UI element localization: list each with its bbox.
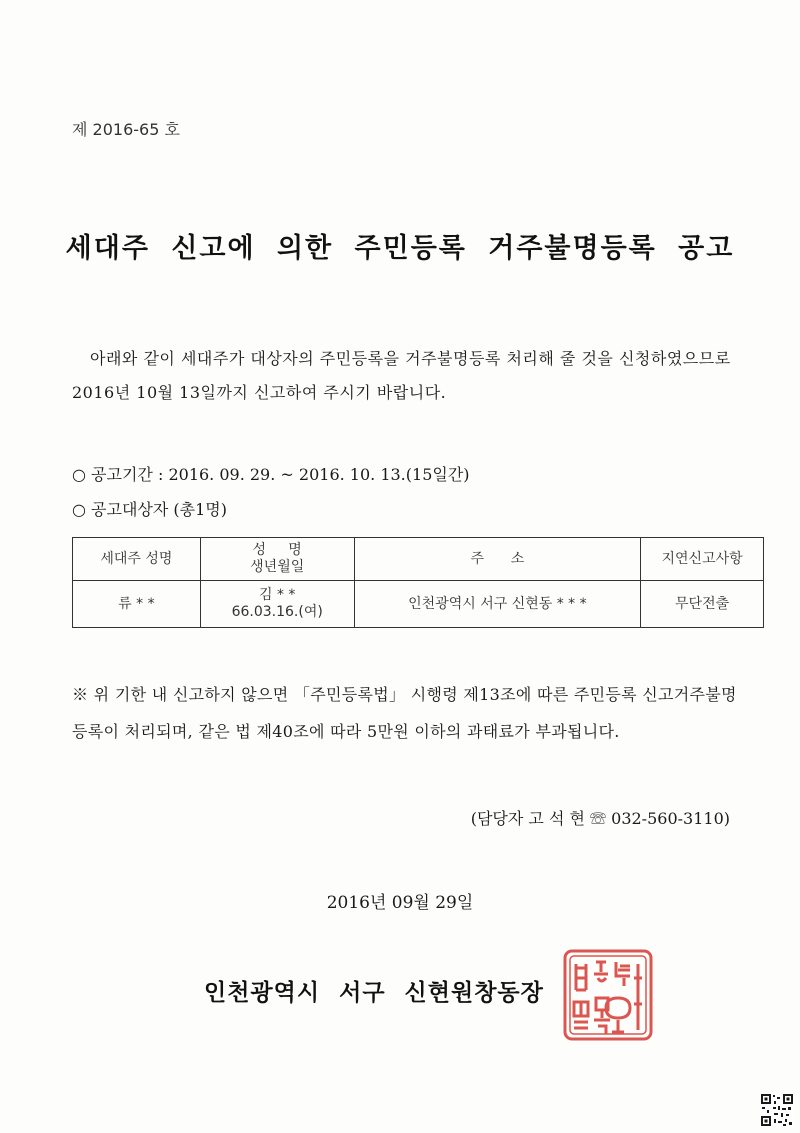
cell-name-birth: [200, 581, 354, 628]
document-title: 세대주 신고에 의한 주민등록 거주불명등록 공고: [65, 233, 735, 264]
header-name: 성 명: [252, 542, 302, 558]
table-row: [73, 581, 764, 628]
intro-paragraph: 아래와 같이 세대주가 대상자의 주민등록을 거주불명등록 처리해 줄 것을 신청하였으므로 2016년 10월 13일까지 신고하여 주시기 바랍니다.: [72, 349, 731, 402]
cell-name: 김 * *: [258, 587, 296, 603]
header-householder: 세대주 성명: [73, 538, 201, 581]
cell-householder: 류 * *: [73, 581, 201, 628]
qr-code-icon: [760, 1093, 794, 1127]
cell-reason: 무단전출: [641, 581, 764, 628]
table-header-row: [73, 538, 764, 581]
penalty-notice: ※ 위 기한 내 신고하지 않으면 「주민등록법」 시행령 제13조에 따른 주민등록 신고거주불명등록이 처리되며, 같은 법 제40조에 따라 5만원 이하의 과태료가 부과됩니다.: [72, 685, 737, 741]
cell-birth: 66.03.16.(여): [231, 604, 323, 620]
notice-target: ○ 공고대상자 (총1명): [72, 500, 227, 519]
header-birth: 생년월일: [250, 559, 305, 575]
cell-address: 인천광역시 서구 신현동 * * *: [354, 581, 641, 628]
document-number: 제 2016-65 호: [72, 120, 180, 139]
header-name-birth: [200, 538, 354, 581]
notice-period: [72, 462, 470, 485]
notice-period-label: ○ 공고기간 :: [72, 465, 164, 484]
official-seal-icon: [562, 948, 654, 1042]
header-reason: 지연신고사항: [641, 538, 764, 581]
issuer-name: 인천광역시 서구 신현원창동장: [204, 979, 544, 1006]
notice-period-value: 2016. 09. 29. ~ 2016. 10. 13.(15일간): [168, 465, 470, 484]
seal-strokes: [565, 951, 651, 1039]
target-table: [72, 537, 764, 628]
issue-date: 2016년 09월 29일: [326, 893, 474, 913]
header-address: 주 소: [354, 538, 641, 581]
contact-line: (담당자 고 석 현 ☏ 032-560-3110): [470, 809, 730, 828]
